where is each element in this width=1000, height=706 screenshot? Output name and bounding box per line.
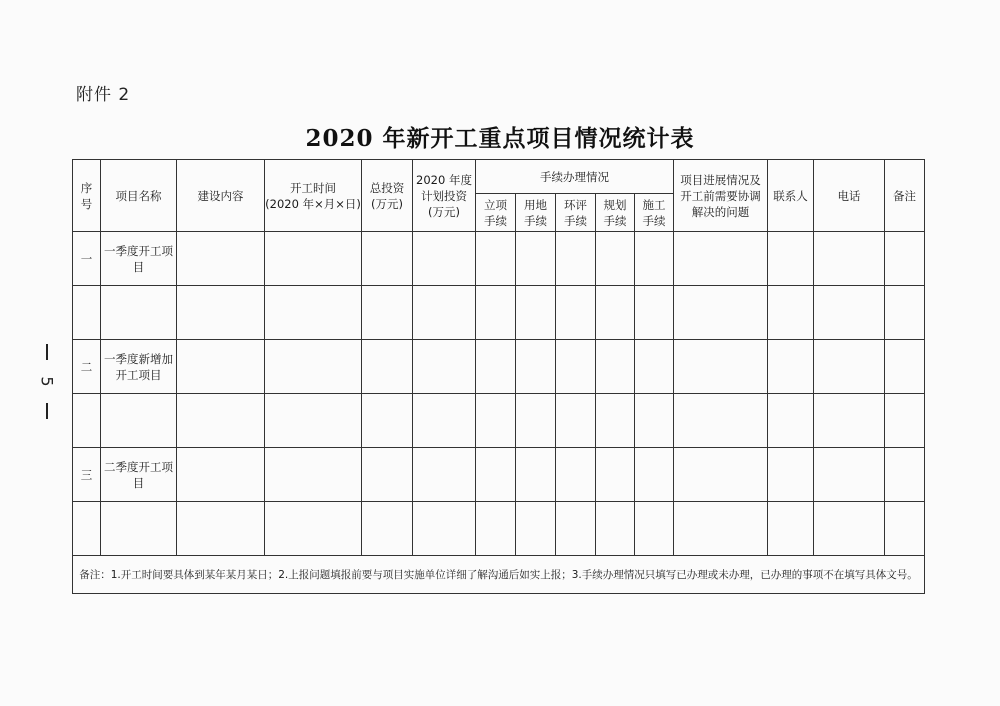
header-project-name: 项目名称 (101, 160, 177, 232)
header-planned-investment: 2020 年度 计划投资 (万元) (413, 160, 476, 232)
page-number: 5 (37, 376, 57, 387)
table-row (73, 394, 925, 448)
header-seq: 序 号 (73, 160, 101, 232)
header-progress: 项目进展情况及 开工前需要协调 解决的问题 (674, 160, 768, 232)
section-name: 一季度新增加开工项目 (101, 340, 177, 394)
table-row (73, 448, 925, 502)
table-row (73, 232, 925, 286)
header-proc-planning: 规划 手续 (596, 194, 635, 232)
header-proc-approval: 立项 手续 (476, 194, 516, 232)
header-phone: 电话 (814, 160, 885, 232)
header-total-investment: 总投资 (万元) (362, 160, 413, 232)
header-start-time: 开工时间 (2020 年×月×日) (265, 160, 362, 232)
attachment-label: 附件 2 (76, 85, 131, 105)
table-row (73, 340, 925, 394)
header-remark: 备注 (885, 160, 925, 232)
header-procedures-group: 手续办理情况 (476, 160, 674, 194)
section-name: 一季度开工项目 (101, 232, 177, 286)
header-proc-environment: 环评 手续 (556, 194, 596, 232)
section-seq: 三 (73, 448, 101, 502)
section-name: 二季度开工项目 (101, 448, 177, 502)
page-dash-top (46, 344, 48, 360)
header-row (73, 160, 925, 194)
header-content: 建设内容 (177, 160, 265, 232)
page-title: 2020 年新开工重点项目情况统计表 (305, 125, 695, 152)
section-seq: 一 (73, 232, 101, 286)
header-proc-construction: 施工 手续 (635, 194, 674, 232)
header-proc-land: 用地 手续 (516, 194, 556, 232)
table-row (73, 502, 925, 556)
note-row (73, 556, 925, 594)
statistics-table (72, 159, 925, 594)
table-note: 备注：1.开工时间要具体到某年某月某日；2.上报问题填报前要与项目实施单位详细了解沟通后如实上报；3.手续办理情况只填写已办理或未办理，已办理的事项不在填写具体文号。 (73, 556, 925, 594)
table-row (73, 286, 925, 340)
side-page-number (34, 340, 60, 423)
page-dash-bottom (46, 403, 48, 419)
section-seq: 二 (73, 340, 101, 394)
header-contact: 联系人 (768, 160, 814, 232)
